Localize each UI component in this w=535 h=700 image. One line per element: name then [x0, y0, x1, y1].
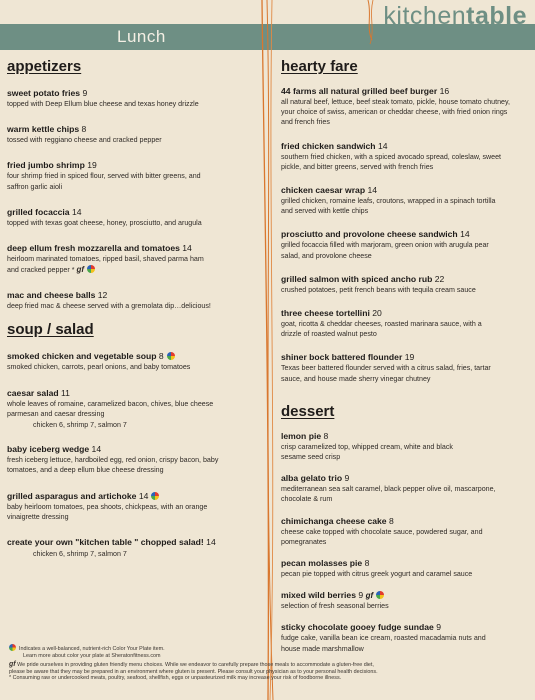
item-name: lemon pie [281, 430, 322, 441]
item-heading [281, 431, 531, 442]
item-description: sesame seed crisp [281, 453, 341, 462]
footer-line: Learn more about color your plate at Sheratonfitness.com [23, 652, 161, 659]
item-description: heirloom marinated tomatoes, ripped basil, shaved parma ham [7, 255, 204, 264]
item-heading [281, 622, 531, 633]
menu-item [7, 290, 265, 311]
footer-text: Indicates a well-balanced, nutrient-rich Color Your Plate item. [19, 646, 165, 652]
item-name: fried chicken sandwich [281, 140, 376, 151]
menu-item [7, 351, 265, 372]
item-description: pickle, and bitter greens, served with french fries [281, 162, 434, 171]
item-heading [7, 537, 265, 548]
menu-item [281, 431, 531, 462]
item-description: salad, and provolone cheese [281, 251, 372, 260]
item-price: 14 [367, 185, 378, 196]
item-price: 14 [91, 444, 102, 455]
item-price: 19 [404, 352, 415, 363]
soup-salad-title: soup / salad [7, 320, 94, 338]
item-description: cheese cake topped with chocolate sauce, powdered sugar, and [281, 527, 483, 536]
item-price: 14 [206, 537, 216, 548]
menu-item [281, 558, 531, 579]
menu-item [281, 473, 531, 504]
item-description: selection of fresh seasonal berries [281, 602, 389, 611]
item-description: deep fried mac & cheese served with a gremolata dip…delicious! [7, 302, 211, 311]
item-name: grilled focaccia [7, 206, 70, 217]
footer-notes [9, 644, 529, 682]
item-price: 14 [377, 140, 388, 151]
menu-item [281, 185, 531, 216]
item-description: fudge cake, vanilla bean ice cream, roasted macadamia nuts and [281, 634, 486, 643]
menu-item [281, 229, 531, 260]
item-name: grilled salmon with spiced ancho rub [281, 273, 433, 284]
item-price: 8 [158, 350, 164, 361]
item-name: warm kettle chips [7, 124, 80, 135]
item-price: 9 [82, 88, 88, 98]
item-price: 8 [388, 515, 394, 526]
item-heading [281, 516, 531, 527]
item-name: pecan molasses pie [281, 558, 363, 569]
item-description: grilled focaccia filled with marjoram, green onion with arugula pear [281, 241, 489, 250]
item-heading [7, 290, 265, 301]
item-heading [7, 207, 265, 218]
item-heading [281, 185, 531, 196]
footer-line [9, 662, 529, 669]
color-your-plate-icon [151, 492, 159, 500]
appetizers-title: appetizers [7, 58, 82, 75]
menu-item [281, 590, 531, 611]
item-price: 14 [71, 206, 82, 217]
menu-item [281, 86, 531, 128]
item-description: and served with kettle chips [281, 207, 369, 216]
footer-line [9, 644, 529, 653]
item-description: sauce, and house made sherry vinegar chutney [281, 374, 431, 383]
item-description: goat, ricotta & cheddar cheeses, roasted marinara sauce, with a [281, 320, 482, 329]
item-description: and french fries [281, 118, 330, 127]
item-description: pomegranates [281, 537, 327, 546]
item-heading [7, 124, 265, 135]
menu-item [281, 141, 531, 172]
item-name: create your own "kitchen table " chopped salad! [7, 537, 204, 548]
item-description: pecan pie topped with citrus greek yogurt and caramel sauce [281, 570, 473, 579]
item-description: whole leaves of romaine, caramelized bacon, chives, blue cheese [7, 399, 214, 408]
item-description: southern fried chicken, with a spiced avocado spread, coleslaw, sweet [281, 152, 502, 161]
dessert-title: dessert [281, 402, 335, 420]
item-description: topped with Deep Ellum blue cheese and texas honey drizzle [7, 100, 199, 108]
footer-line: please be aware that they may be prepared in an environment where gluten is present. Please consult your physician as to your personal health decisions. [9, 668, 378, 675]
item-heading [281, 229, 531, 240]
color-your-plate-icon [87, 265, 95, 273]
gluten-free-marker: gf [76, 265, 85, 275]
item-description-tail: and cracked pepper [7, 266, 70, 275]
item-name: chicken caesar wrap [281, 185, 366, 196]
item-description: parmesan and caesar dressing [7, 410, 105, 419]
item-description: smoked chicken, carrots, pearl onions, and baby tomatoes [7, 362, 191, 371]
item-heading [281, 86, 531, 97]
item-heading [7, 351, 265, 362]
item-heading [7, 88, 265, 99]
item-name: fried jumbo shrimp [7, 160, 85, 171]
item-name: baby iceberg wedge [7, 444, 90, 455]
color-your-plate-icon [9, 644, 16, 651]
item-price: 14 [460, 229, 470, 240]
item-description: your choice of swiss, american or cheddar cheese, with fried onion rings [281, 108, 508, 117]
item-name: prosciutto and provolone cheese sandwich [281, 229, 458, 240]
item-heading [7, 243, 265, 254]
menu-item [7, 88, 265, 109]
menu-item [281, 308, 531, 339]
item-heading [7, 160, 265, 171]
menu-item [281, 274, 531, 295]
item-name: smoked chicken and vegetable soup [7, 350, 157, 361]
item-description [7, 265, 265, 275]
item-description: grilled chicken, romaine leafs, croutons, wrapped in a spinach tortilla [281, 197, 496, 206]
brand-bold: table [466, 2, 527, 30]
appetizers-list [7, 88, 265, 312]
item-description: vinaigrette dressing [7, 512, 69, 521]
item-description: all natural beef, lettuce, beef steak tomato, pickle, house tomato chutney, [281, 98, 510, 106]
item-price: 20 [372, 308, 382, 319]
item-price: 14 [182, 243, 192, 254]
item-name: three cheese tortellini [281, 308, 370, 319]
brand-logo [383, 2, 527, 31]
item-heading [281, 558, 531, 569]
item-name: chimichanga cheese cake [281, 515, 387, 526]
gluten-free-marker: gf [365, 591, 374, 601]
menu-item [7, 444, 265, 475]
item-heading [281, 274, 531, 285]
menu-item [7, 207, 265, 228]
item-description: house made marshmallow [281, 644, 364, 653]
menu-item [7, 243, 265, 275]
item-heading [7, 444, 265, 455]
menu-item [7, 388, 265, 430]
section-label: Lunch [117, 27, 166, 46]
item-description: tossed with reggiano cheese and cracked pepper [7, 136, 162, 145]
raw-warning-asterisk: * [71, 266, 75, 275]
item-name: deep ellum fresh mozzarella and tomatoes [7, 243, 180, 254]
item-heading [7, 491, 265, 502]
right-column [281, 58, 531, 654]
item-price: 19 [87, 160, 97, 171]
item-name: sticky chocolate gooey fudge sundae [281, 622, 434, 633]
menu-item [7, 537, 265, 559]
footer-line: * Consuming raw or undercooked meats, poultry, seafood, shellfish, eggs or unpasteurized milk may increase your risk of foodborne illness. [9, 675, 342, 682]
item-description: baby heirloom tomatoes, pea shoots, chickpeas, with an orange [7, 502, 208, 511]
item-description: topped with texas goat cheese, honey, prosciutto, and arugula [7, 218, 202, 227]
color-your-plate-icon [167, 352, 175, 360]
item-price: 11 [61, 387, 70, 398]
item-price: 9 [358, 590, 364, 601]
item-description: fresh iceberg lettuce, hardboiled egg, red onion, crispy bacon, baby [7, 456, 219, 465]
item-heading [281, 590, 531, 601]
item-description: four shrimp fried in spiced flour, served with bitter greens, and [7, 172, 201, 181]
item-price: 8 [323, 430, 329, 441]
item-price: 12 [97, 290, 108, 301]
item-name: grilled asparagus and artichoke [7, 490, 137, 501]
item-price: 14 [138, 490, 149, 501]
item-name: caesar salad [7, 387, 59, 398]
menu-item [281, 352, 531, 383]
item-description: drizzle of roasted walnut pesto [281, 330, 377, 339]
item-description: Texas beer battered flounder served with a citrus salad, fries, tartar [281, 364, 491, 373]
item-description: saffron garlic aioli [7, 182, 63, 191]
item-price: 9 [344, 473, 350, 484]
item-price: 8 [364, 558, 370, 569]
brand-light: kitchen [383, 2, 467, 30]
item-heading [281, 352, 531, 363]
item-price: 8 [81, 124, 87, 135]
item-price: 9 [436, 622, 441, 633]
item-description: chocolate & rum [281, 495, 333, 504]
item-name: sweet potato fries [7, 88, 81, 98]
footer-text: We pride ourselves in providing gluten friendly menu choices. While we endeavor to carefully prepare those meals to accommodate a gluten-free diet, [17, 662, 374, 669]
item-price: 16 [439, 86, 450, 96]
item-heading [7, 388, 265, 399]
item-description: mediterranean sea salt caramel, black pepper olive oil, mascarpone, [281, 485, 496, 494]
item-name: 44 farms all natural grilled beef burger [281, 86, 438, 96]
item-addon: chicken 6, shrimp 7, salmon 7 [33, 421, 127, 430]
item-addon: chicken 6, shrimp 7, salmon 7 [33, 550, 127, 559]
item-price: 22 [434, 273, 445, 284]
item-name: mac and cheese balls [7, 290, 96, 301]
item-heading [281, 141, 531, 152]
left-column [7, 58, 265, 559]
item-description: crisp caramelized top, whipped cream, white and black [281, 442, 453, 451]
item-description: crushed potatoes, petit french beans with tequila cream sauce [281, 285, 476, 294]
hearty-fare-title: hearty fare [281, 58, 358, 75]
item-name: alba gelato trio [281, 473, 343, 484]
menu-item [281, 516, 531, 547]
menu-item [7, 491, 265, 522]
item-name: mixed wild berries [281, 590, 356, 601]
item-heading [281, 473, 531, 484]
menu-item [7, 124, 265, 145]
gluten-free-marker: gf [9, 661, 16, 669]
menu-item [7, 160, 265, 191]
item-name: shiner bock battered flounder [281, 352, 403, 363]
item-heading [281, 308, 531, 319]
color-your-plate-icon [376, 591, 384, 599]
item-description: tomatoes, and a deep ellum blue cheese dressing [7, 466, 164, 475]
